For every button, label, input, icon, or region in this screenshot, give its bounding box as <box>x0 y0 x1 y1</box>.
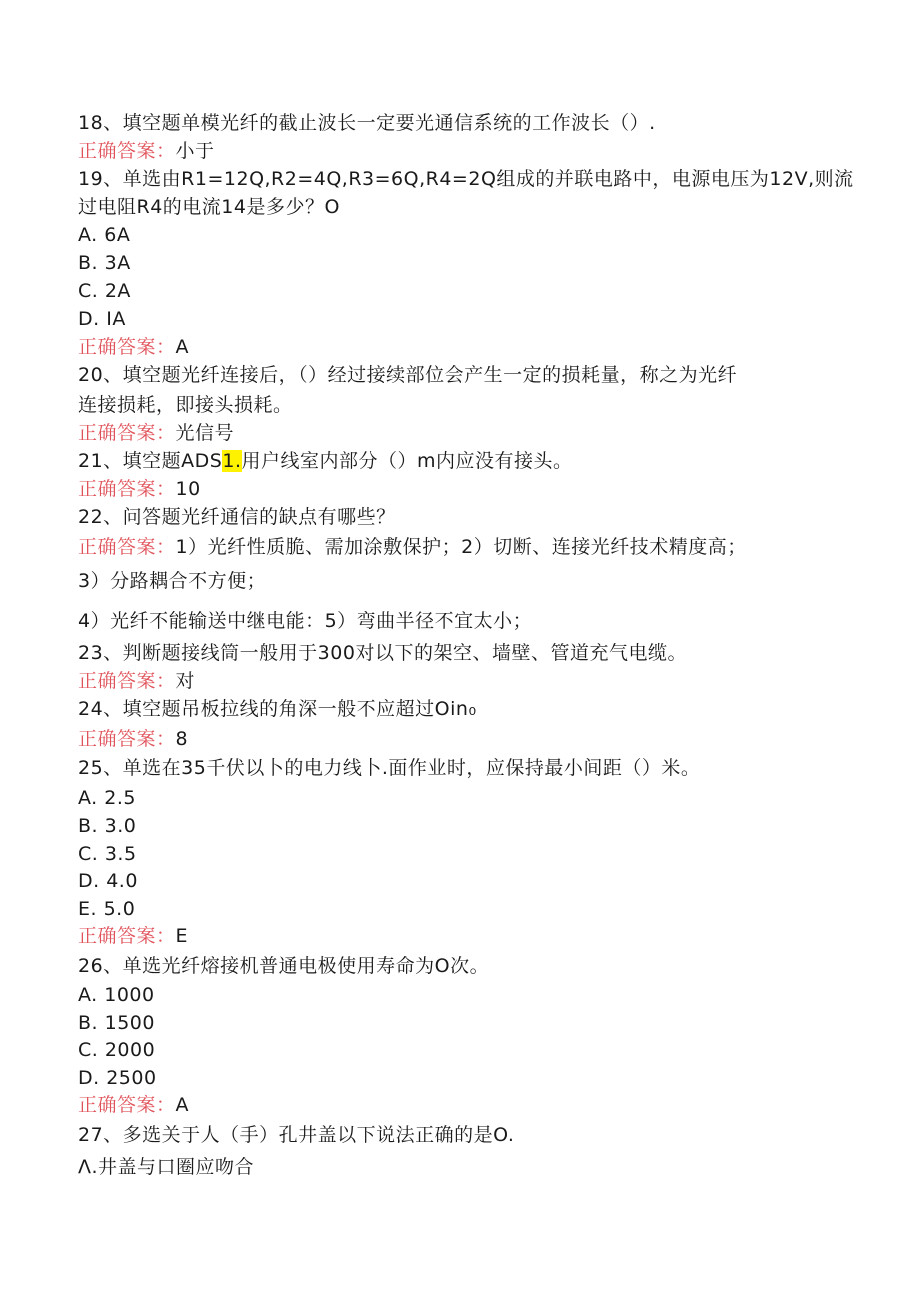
answer-value: 1）光纤性质脆、需加涂敷保护；2）切断、连接光纤技术精度高； <box>175 536 747 558</box>
answer-26 <box>78 1092 189 1118</box>
answer-label: 正确答案： <box>78 728 176 750</box>
option-19-c: C. 2A <box>78 280 131 302</box>
option-19-d: D. IA <box>78 308 126 330</box>
option-19-a: A. 6A <box>78 224 131 246</box>
option-25-c: C. 3.5 <box>78 843 137 865</box>
answer-value: 8 <box>175 728 189 750</box>
answer-24 <box>78 726 188 752</box>
answer-22-line-3: 4）光纤不能输送中继电能：5）弯曲半径不宜太小； <box>78 610 533 632</box>
answer-label: 正确答案： <box>78 670 176 692</box>
question-19-line-1: 19、单选由R1=12Q,R2=4Q,R3=6Q,R4=2Q组成的并联电路中，电源电压为12V,则流 <box>78 168 854 190</box>
question-21-prefix: 21、填空题ADS <box>78 450 223 472</box>
question-18: 18、填空题单模光纤的截止波长一定要光通信系统的工作波长（）. <box>78 112 656 134</box>
question-26: 26、单选光纤熔接机普通电极使用寿命为O次。 <box>78 955 490 977</box>
answer-18 <box>78 138 215 164</box>
question-20-line-1: 20、填空题光纤连接后，（）经过接续部位会产生一定的损耗量，称之为光纤 <box>78 364 738 386</box>
question-21 <box>78 448 573 474</box>
highlighted-text: 1. <box>222 450 242 472</box>
answer-value: E <box>175 925 189 947</box>
answer-label: 正确答案： <box>78 925 176 947</box>
answer-value: 对 <box>175 670 196 692</box>
answer-22-line-2: 3）分路耦合不方便； <box>78 570 267 592</box>
question-27: 27、多选关于人（手）孔井盖以下说法正确的是O. <box>78 1124 515 1146</box>
answer-20 <box>78 420 234 446</box>
option-26-d: D. 2500 <box>78 1067 157 1089</box>
option-27-a: Λ.井盖与口圈应吻合 <box>78 1156 255 1178</box>
question-23: 23、判断题接线筒一般用于300对以下的架空、墙壁、管道充气电缆。 <box>78 642 687 664</box>
option-25-d: D. 4.0 <box>78 870 138 892</box>
option-25-a: A. 2.5 <box>78 787 136 809</box>
answer-value: 小于 <box>175 140 215 162</box>
answer-25 <box>78 923 188 949</box>
question-19-line-2: 过电阻R4的电流14是多少？O <box>78 196 340 218</box>
answer-23 <box>78 668 195 694</box>
question-24: 24、填空题吊板拉线的角深一般不应超过Oin₀ <box>78 698 477 720</box>
answer-label: 正确答案： <box>78 140 176 162</box>
answer-label: 正确答案： <box>78 1094 176 1116</box>
answer-label: 正确答案： <box>78 536 176 558</box>
question-25: 25、单选在35千伏以卜的电力线卜.面作业时，应保持最小间距（）米。 <box>78 757 701 779</box>
answer-label: 正确答案： <box>78 478 176 500</box>
answer-value: 10 <box>175 478 201 500</box>
answer-label: 正确答案： <box>78 336 176 358</box>
answer-value: 光信号 <box>175 422 235 444</box>
question-21-suffix: 用户线室内部分（）m内应没有接头。 <box>241 450 573 472</box>
option-26-b: B. 1500 <box>78 1012 155 1034</box>
question-22: 22、问答题光纤通信的缺点有哪些？ <box>78 506 396 528</box>
option-25-b: B. 3.0 <box>78 815 137 837</box>
answer-19 <box>78 334 189 360</box>
answer-21 <box>78 476 201 502</box>
answer-22 <box>78 534 747 560</box>
answer-value: A <box>175 336 190 358</box>
option-25-e: E. 5.0 <box>78 898 136 920</box>
answer-value: A <box>175 1094 190 1116</box>
answer-label: 正确答案： <box>78 422 176 444</box>
option-26-a: A. 1000 <box>78 984 155 1006</box>
option-19-b: B. 3A <box>78 252 131 274</box>
option-26-c: C. 2000 <box>78 1039 156 1061</box>
question-20-line-2: 连接损耗，即接头损耗。 <box>78 394 293 416</box>
